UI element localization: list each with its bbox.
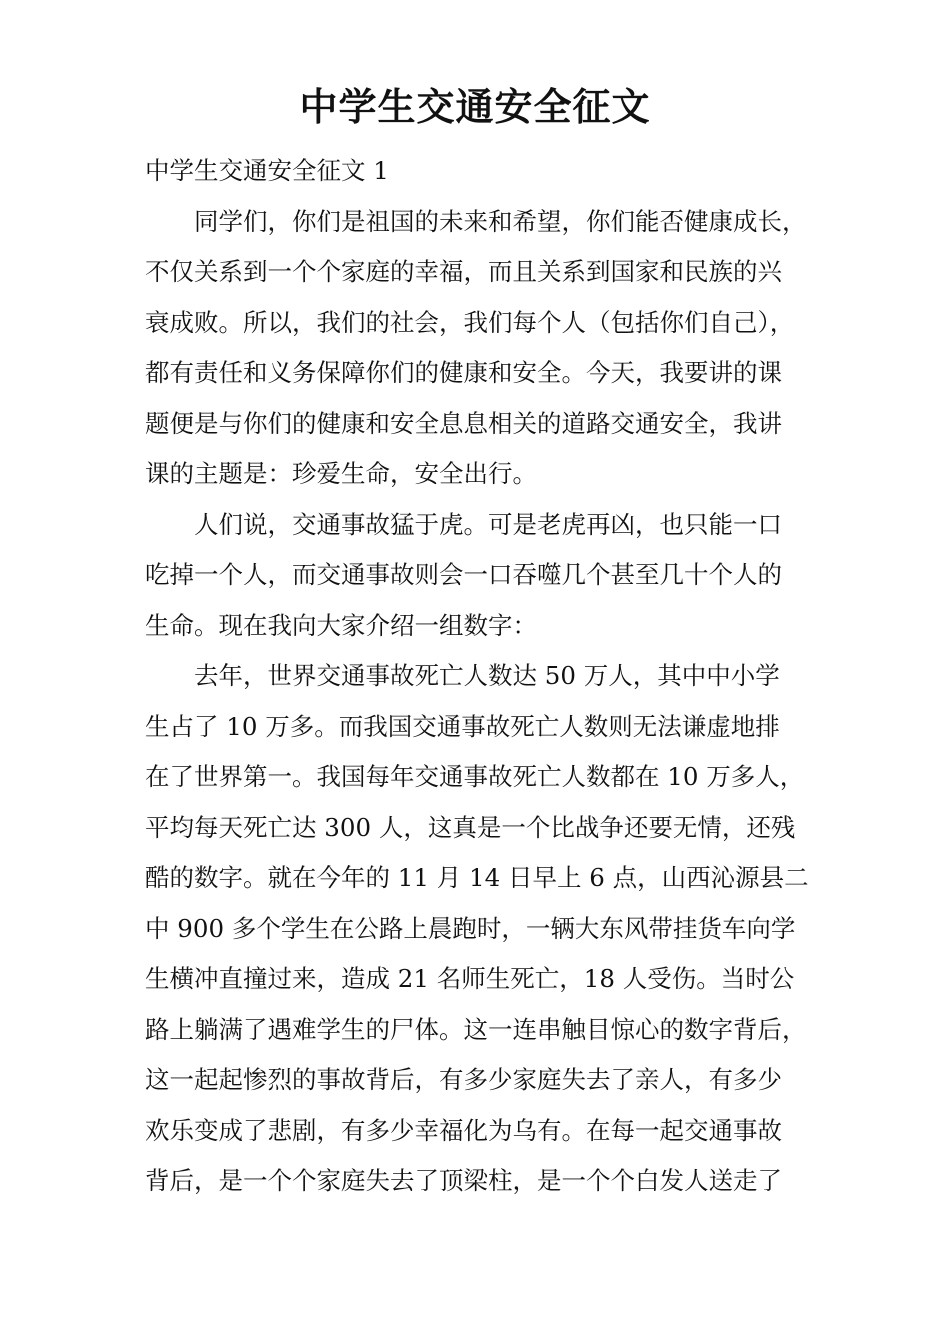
paragraph — [145, 500, 817, 652]
section-heading: 中学生交通安全征文 1 — [145, 156, 389, 185]
paragraph-line: 酷的数字。就在今年的 11 月 14 日早上 6 点，山西沁源县二 — [145, 863, 809, 892]
paragraph-line: 生横冲直撞过来，造成 21 名师生死亡，18 人受伤。当时公 — [145, 964, 795, 993]
paragraph-line: 欢乐变成了悲剧，有多少幸福化为乌有。在每一起交通事故 — [145, 1115, 782, 1145]
paragraph-line: 在了世界第一。我国每年交通事故死亡人数都在 10 万多人， — [145, 762, 805, 791]
paragraph-line: 不仅关系到一个个家庭的幸福，而且关系到国家和民族的兴 — [145, 257, 782, 286]
paragraph-line: 中 900 多个学生在公路上晨跑时，一辆大东风带挂货车向学 — [145, 913, 796, 943]
document-title: 中学生交通安全征文 — [299, 84, 651, 129]
paragraph-line: 生命。现在我向大家介绍一组数字： — [145, 610, 537, 640]
paragraph-line: 同学们，你们是祖国的未来和希望，你们能否健康成长， — [194, 206, 807, 236]
document-body — [145, 146, 817, 1207]
paragraph-line: 背后，是一个个家庭失去了顶梁柱，是一个个白发人送走了 — [145, 1166, 782, 1195]
paragraph-line: 题便是与你们的健康和安全息息相关的道路交通安全，我讲 — [145, 408, 782, 438]
paragraph-line: 去年，世界交通事故死亡人数达 50 万人，其中中小学 — [194, 661, 780, 690]
paragraph-line: 衰成败。所以，我们的社会，我们每个人（包括你们自己）， — [145, 307, 795, 337]
paragraph-line: 吃掉一个人，而交通事故则会一口吞噬几个甚至几十个人的 — [145, 560, 782, 589]
paragraph-line: 生占了 10 万多。而我国交通事故死亡人数则无法谦虚地排 — [145, 711, 780, 741]
paragraph-line: 这一起起惨烈的事故背后，有多少家庭失去了亲人，有多少 — [145, 1065, 782, 1094]
paragraph-line: 平均每天死亡达 300 人，这真是一个比战争还要无情，还残 — [145, 812, 796, 842]
paragraph-line: 课的主题是：珍爱生命，安全出行。 — [145, 459, 537, 488]
paragraph-line: 路上躺满了遇难学生的尸体。这一连串触目惊心的数字背后， — [145, 1014, 807, 1044]
paragraph-line: 都有责任和义务保障你们的健康和安全。今天，我要讲的课 — [145, 358, 782, 387]
paragraph — [145, 197, 817, 500]
paragraph-line: 人们说，交通事故猛于虎。可是老虎再凶，也只能一口 — [194, 509, 782, 539]
paragraph — [145, 651, 817, 1207]
